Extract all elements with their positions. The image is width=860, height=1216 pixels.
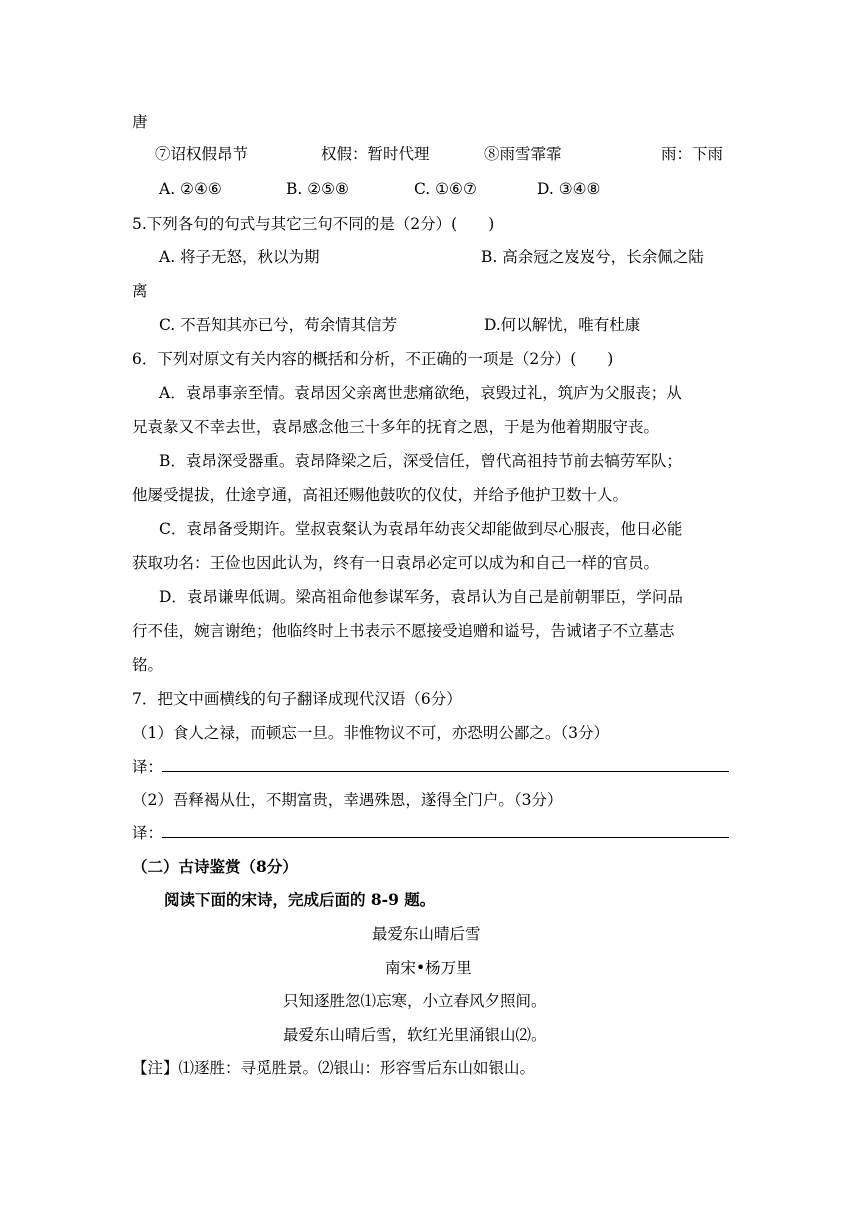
q5-option-b-line1: B. 高余冠之岌岌兮，长余佩之陆	[481, 248, 704, 266]
q4-option-b: B. ②⑤⑧	[286, 180, 349, 198]
section2-heading: （二）古诗鉴赏（8分）	[132, 857, 298, 876]
q6-option-b-line1: B．袁昂深受器重。袁昂降梁之后，深受信任，曾代高祖持节前去犒劳军队；	[159, 452, 682, 470]
q7-sentence-2: （2）吾释褐从仕，不期富贵，幸遇殊恩，遂得全门户。（3分）	[132, 791, 563, 809]
q7-sentence-1: （1）食人之禄，而顿忘一旦。非惟物议不可，亦恐明公鄙之。（3分）	[132, 724, 609, 742]
item8-gloss: 雨：下雨	[661, 145, 724, 163]
q4-option-a: A. ②④⑥	[159, 180, 222, 198]
q6-option-a-line1: A．袁昂事亲至情。袁昂因父亲离世悲痛欲绝，哀毁过礼，筑庐为父服丧；从	[159, 384, 682, 402]
q6-option-d-line2: 行不佳，婉言谢绝；他临终时上书表示不愿接受追赠和谥号，告诫诸子不立墓志	[132, 622, 675, 640]
q7-answer-label-1: 译：	[132, 758, 164, 776]
q4-option-d: D. ③④⑧	[537, 180, 601, 198]
q6-stem: 6．下列对原文有关内容的概括和分析，不正确的一项是（2分）( )	[132, 350, 614, 368]
q7-stem: 7．把文中画横线的句子翻译成现代汉语（6分）	[132, 690, 462, 708]
q6-option-c-line1: C．袁昂备受期许。堂叔袁粲认为袁昂年幼丧父却能做到尽心服丧，他日必能	[159, 520, 683, 538]
q7-answer-label-2: 译：	[132, 824, 164, 842]
q6-option-c-line2: 获取功名：王俭也因此认为，终有一日袁昂必定可以成为和自己一样的官员。	[132, 554, 660, 572]
item7-gloss: 权假：暂时代理	[321, 145, 430, 163]
q6-option-b-line2: 他屡受提拔，仕途亨通，高祖还赐他鼓吹的仪仗，并给予他护卫数十人。	[132, 486, 629, 504]
poem-title: 最爱东山晴后雪	[372, 925, 481, 943]
poem-note: 【注】⑴逐胜：寻觅胜景。⑵银山：形容雪后东山如银山。	[132, 1059, 536, 1077]
q6-option-d-line1: D．袁昂谦卑低调。梁高祖命他参谋军务，袁昂认为自己是前朝罪臣，学问品	[159, 588, 683, 606]
q6-option-a-line2: 兄袁彖又不幸去世，袁昂感念他三十多年的抚育之恩，于是为他着期服守丧。	[132, 418, 660, 436]
section2-instruction: 阅读下面的宋诗，完成后面的 8-9 题。	[164, 890, 436, 909]
q4-option-c: C. ①⑥⑦	[414, 180, 477, 198]
q7-answer-line-2[interactable]	[162, 837, 729, 838]
q6-option-d-line3: 铭。	[132, 656, 164, 674]
item8-text: ⑧雨雪霏霏	[484, 145, 562, 163]
item7-text: ⑦诏权假昂节	[155, 145, 249, 163]
q5-option-b-line2: 离	[132, 282, 148, 300]
top-line-text: 唐	[132, 113, 148, 131]
poem-line-2: 最爱东山晴后雪，软红光里涌银山⑵。	[283, 1026, 547, 1044]
poem-line-1: 只知逐胜忽⑴忘寒，小立春风夕照间。	[283, 992, 547, 1010]
poem-author: 南宋•杨万里	[385, 959, 472, 977]
q5-option-a: A. 将子无怒，秋以为期	[159, 248, 320, 266]
q5-option-c: C. 不吾知其亦已兮，苟余情其信芳	[159, 316, 398, 334]
q5-option-d: D.何以解忧，唯有杜康	[484, 316, 641, 334]
q5-stem: 5.下列各句的句式与其它三句不同的是（2分）( )	[132, 215, 495, 233]
q7-answer-line-1[interactable]	[162, 771, 729, 772]
